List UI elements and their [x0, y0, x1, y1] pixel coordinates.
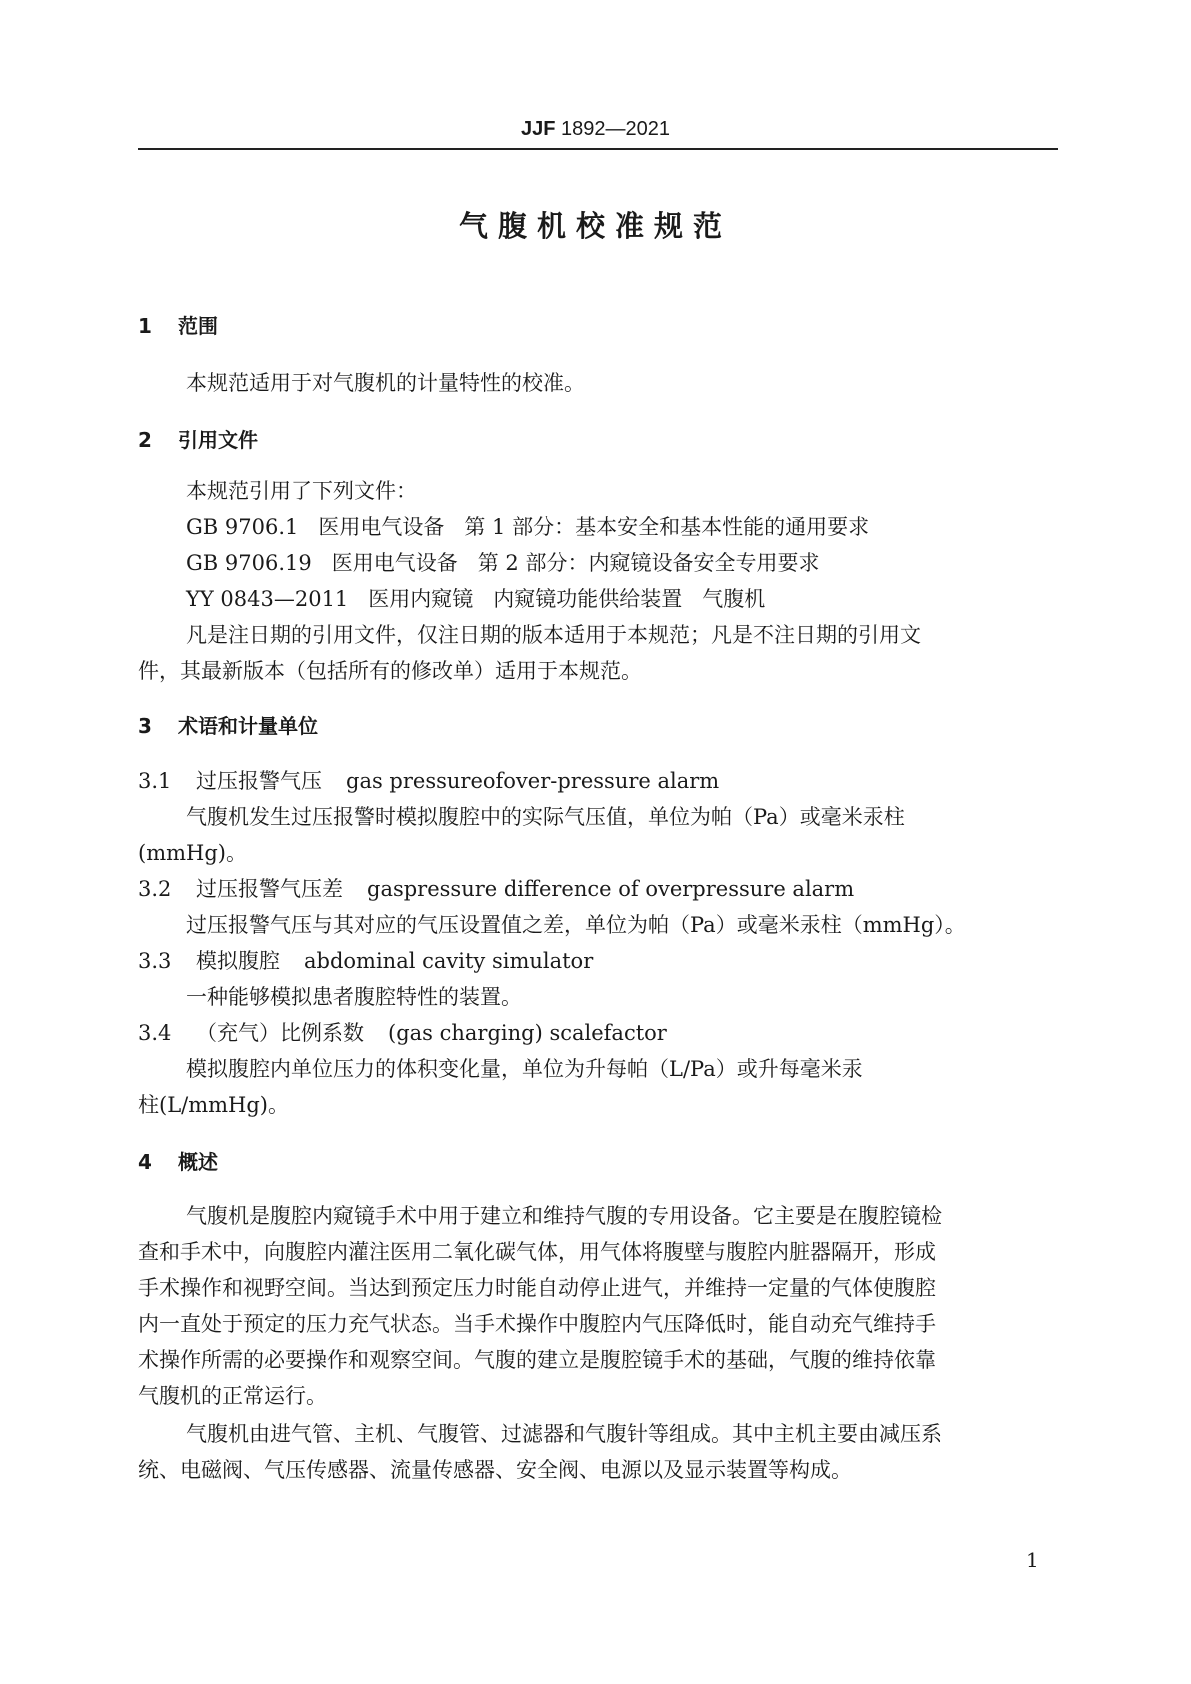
term-en: abdominal cavity simulator	[304, 949, 594, 973]
term-entry	[138, 945, 593, 975]
section-number: 3	[138, 714, 152, 738]
term-definition: 模拟腹腔内单位压力的体积变化量，单位为升每帕（L/Pa）或升每毫米汞	[186, 1057, 863, 1081]
overview-line: 气腹机由进气管、主机、气腹管、过滤器和气腹针等组成。其中主机主要由减压系	[186, 1422, 942, 1446]
reference-title: 医用内窥镜	[368, 587, 474, 611]
overview-line: 气腹机的正常运行。	[138, 1384, 327, 1408]
term-entry	[138, 1017, 667, 1047]
term-zh: 模拟腹腔	[196, 949, 280, 973]
term-zh: （充气）比例系数	[196, 1021, 364, 1045]
references-note-line: 凡是注日期的引用文件，仅注日期的版本适用于本规范；凡是不注日期的引用文	[186, 623, 921, 647]
overview-line: 内一直处于预定的压力充气状态。当手术操作中腹腔内气压降低时，能自动充气维持手	[138, 1312, 936, 1336]
section-title: 范围	[178, 314, 218, 338]
reference-extra: 气腹机	[702, 587, 766, 611]
section-number: 1	[138, 314, 152, 338]
overview-line: 气腹机是腹腔内窥镜手术中用于建立和维持气腹的专用设备。它主要是在腹腔镜检	[186, 1204, 942, 1228]
overview-line: 查和手术中，向腹腔内灌注医用二氧化碳气体，用气体将腹壁与腹腔内脏器隔开，形成	[138, 1240, 936, 1264]
term-entry	[138, 873, 854, 903]
section-title: 引用文件	[178, 428, 258, 452]
term-definition: 柱(L/mmHg)。	[138, 1093, 289, 1117]
section-number: 4	[138, 1150, 152, 1174]
term-definition: 气腹机发生过压报警时模拟腹腔中的实际气压值，单位为帕（Pa）或毫米汞柱	[186, 805, 905, 829]
reference-title: 医用电气设备	[318, 515, 445, 539]
term-zh: 过压报警气压差	[196, 877, 343, 901]
reference-item	[186, 511, 869, 541]
term-definition: (mmHg)。	[138, 841, 247, 865]
section-4-heading	[138, 1146, 218, 1175]
header-number: 1892—2021	[561, 118, 670, 140]
term-number: 3.2	[138, 877, 172, 901]
reference-part: 第 1 部分：基本安全和基本性能的通用要求	[464, 515, 870, 539]
term-number: 3.3	[138, 949, 172, 973]
term-en: (gas charging) scalefactor	[388, 1021, 667, 1045]
term-definition: 一种能够模拟患者腹腔特性的装置。	[186, 985, 522, 1009]
term-number: 3.4	[138, 1021, 172, 1045]
section-title: 术语和计量单位	[178, 714, 318, 738]
reference-part: 第 2 部分：内窥镜设备安全专用要求	[477, 551, 820, 575]
overview-line: 统、电磁阀、气压传感器、流量传感器、安全阀、电源以及显示装置等构成。	[138, 1458, 852, 1482]
reference-item	[186, 547, 819, 577]
document-title: 气腹机校准规范	[458, 209, 732, 243]
reference-code: GB 9706.1	[186, 515, 299, 539]
term-entry	[138, 765, 719, 795]
reference-title: 医用电气设备	[331, 551, 458, 575]
reference-item	[186, 583, 765, 613]
overview-line: 手术操作和视野空间。当达到预定压力时能自动停止进气，并维持一定量的气体使腹腔	[138, 1276, 936, 1300]
section-title: 概述	[178, 1150, 218, 1174]
references-note-line: 件，其最新版本（包括所有的修改单）适用于本规范。	[138, 659, 642, 683]
header-rule	[138, 148, 1058, 150]
term-en: gaspressure difference of overpressure alarm	[367, 877, 855, 901]
page-number: 1	[1026, 1548, 1039, 1572]
section-1-heading	[138, 310, 218, 339]
reference-code: YY 0843—2011	[186, 587, 349, 611]
references-intro: 本规范引用了下列文件：	[186, 479, 417, 503]
term-zh: 过压报警气压	[196, 769, 322, 793]
section-number: 2	[138, 428, 152, 452]
term-en: gas pressureofover-pressure alarm	[346, 769, 720, 793]
reference-code: GB 9706.19	[186, 551, 312, 575]
section-3-heading	[138, 710, 318, 739]
overview-line: 术操作所需的必要操作和观察空间。气腹的建立是腹腔镜手术的基础，气腹的维持依靠	[138, 1348, 936, 1372]
header-code: JJF	[520, 118, 556, 140]
section-2-heading	[138, 424, 258, 453]
term-definition: 过压报警气压与其对应的气压设置值之差，单位为帕（Pa）或毫米汞柱（mmHg）。	[186, 913, 966, 937]
reference-part: 内窥镜功能供给装置	[493, 587, 683, 611]
term-number: 3.1	[138, 769, 172, 793]
running-header	[0, 118, 1191, 141]
section-1-text: 本规范适用于对气腹机的计量特性的校准。	[186, 371, 585, 395]
